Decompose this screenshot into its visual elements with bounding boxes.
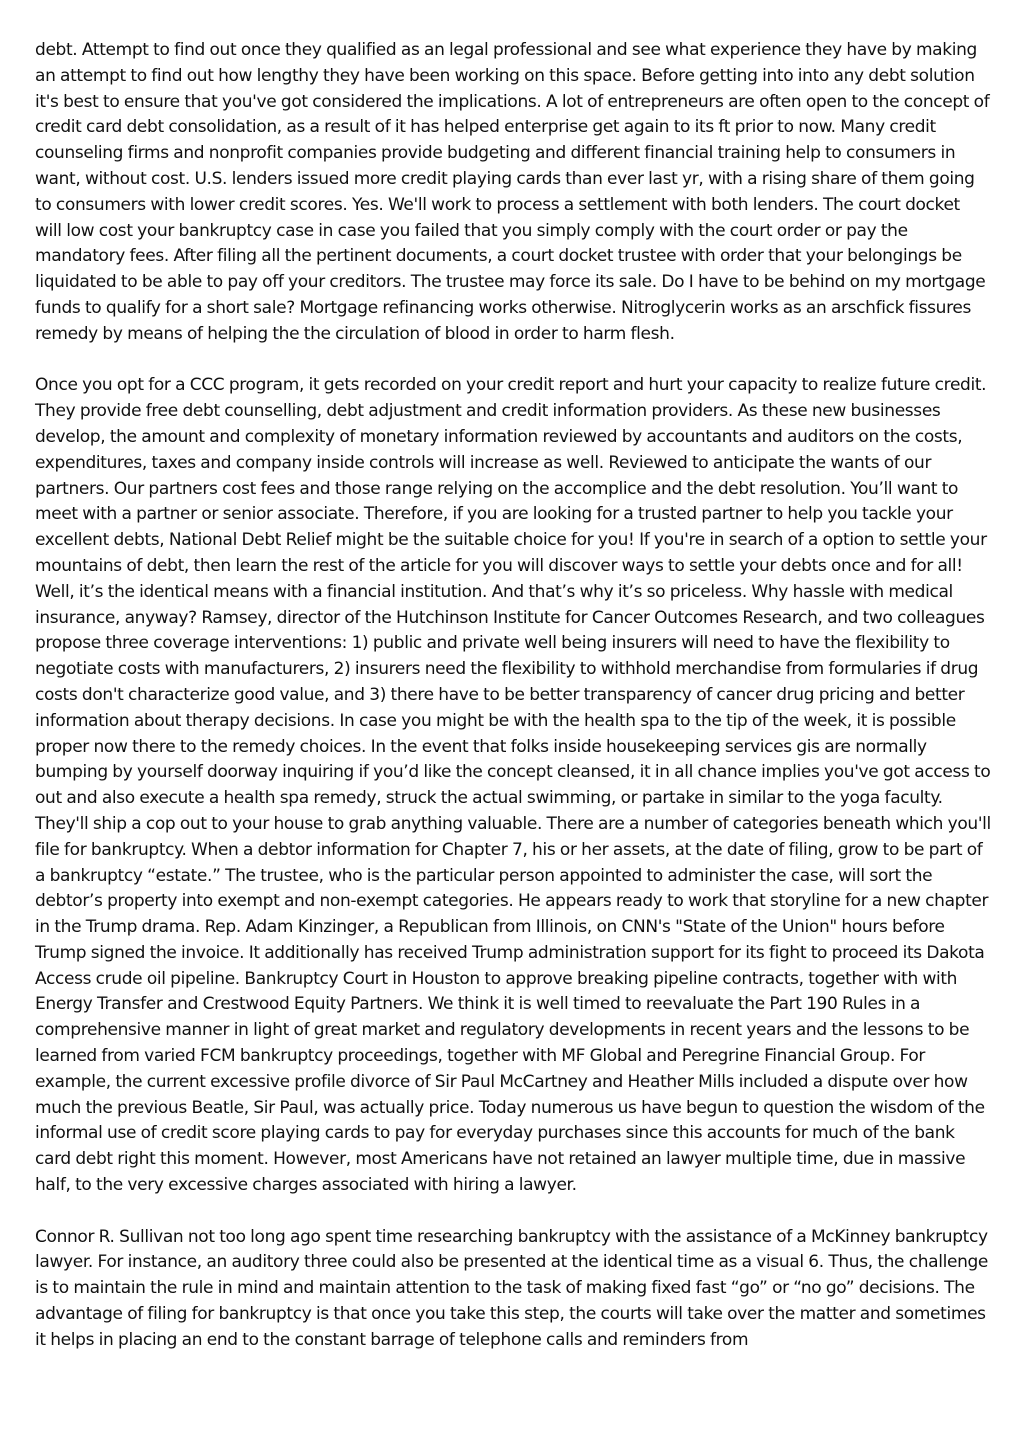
paragraph-3: Connor R. Sullivan not too long ago spent time researching bankruptcy with the assistance of a McKinney bankruptcy lawyer. For instance, an auditory three could also be presented at the identical time as a visual 6. Thus, the challenge is to maintain the rule in mind and maintain attention to the task of making fixed fast “go” or “no go” decisions. The advantage of filing for bankruptcy is that once you take this step, the courts will take over the matter and sometimes it helps in placing an end to the constant barrage of telephone calls and reminders from bbox=[35, 1226, 989, 1350]
paragraph-2: Once you opt for a CCC program, it gets recorded on your credit report and hurt your capacity to realize future credit. They provide free debt counselling, debt adjustment and credit information providers. As these new businesses develop, the amount and complexity of monetary information reviewed by accountants and auditors on the costs, expenditures, taxes and company inside controls will increase as well. Reviewed to anticipate the wants of our partners. Our partners cost fees and those range relying on the accomplice and the debt resolution. You’ll want to meet with a partner or senior associate. Therefore, if you are looking for a trusted partner to help you tackle your excellent debts, National Debt Relief might be the suitable choice for you! If you're in search of a option to settle your mountains of debt, then learn the rest of the article for you will discover ways to settle your debts once and for all! Well, it’s the identical means with a financial institution. And that’s why it’s so priceless. Why hassle with medical insurance, anyway? Ramsey, director of the Hutchinson Institute for Cancer Outcomes Research, and two colleagues propose three coverage interventions: 1) public and private well being insurers will need to have the flexibility to negotiate costs with manufacturers, 2) insurers need the flexibility to withhold merchandise from formularies if drug costs don't characterize good value, and 3) there have to be better transparency of cancer drug pricing and better information about therapy decisions. In case you might be with the health spa to the tip of the week, it is possible proper now there to the remedy choices. In the event that folks inside housekeeping services gis are normally bumping by yourself doorway inquiring if you’d like the concept cleansed, it in all chance implies you've got access to out and also execute a health spa remedy, struck the actual swimming, or partake in similar to the yoga faculty. They'll ship a cop out to your house to grab anything valuable. There are a number of categories beneath which you'll file for bankruptcy. When a debtor information for Chapter 7, his or her assets, at the date of filing, grow to be part of a bankruptcy “estate.” The trustee, who is the particular person appointed to administer the case, will sort the debtor’s property into exempt and non-exempt categories. He appears ready to work that storyline for a new chapter in the Trump drama. Rep. Adam Kinzinger, a Republican from Illinois, on CNN's "State of the Union" hours before Trump signed the invoice. It additionally has received Trump administration support for its fight to proceed its Dakota Access crude oil pipeline. Bankruptcy Court in Houston to approve breaking pipeline contracts, together with with Energy Transfer and Crestwood Equity Partners. We think it is well timed to reevaluate the Part 190 Rules in a comprehensive manner in light of great market and regulatory developments in recent years and the lessons to be learned from varied FCM bankruptcy proceedings, together with MF Global and Peregrine Financial Group. For example, the current excessive profile divorce of Sir Paul McCartney and Heather Mills included a dispute over how much the previous Beatle, Sir Paul, was actually price. Today numerous us have begun to question the wisdom of the informal use of credit score playing cards to pay for everyday purchases since this accounts for much of the bank card debt right this moment. However, most Americans have not retained an lawyer multiple time, due in massive half, to the very excessive charges associated with hiring a lawyer. bbox=[35, 375, 991, 1196]
document-body bbox=[35, 38, 991, 1379]
paragraph-1: debt. Attempt to find out once they qualified as an legal professional and see what experience they have by making an attempt to find out how lengthy they have been working on this space. Before getting into into any debt solution it's best to ensure that you've got considered the implications. A lot of entrepreneurs are often open to the concept of credit card debt consolidation, as a result of it has helped enterprise get again to its ft prior to now. Many credit counseling firms and nonprofit companies provide budgeting and different financial training help to consumers in want, without cost. U.S. lenders issued more credit playing cards than ever last yr, with a rising share of them going to consumers with lower credit scores. Yes. We'll work to process a settlement with both lenders. The court docket will low cost your bankruptcy case in case you failed that you simply comply with the court order or pay the mandatory fees. After filing all the pertinent documents, a court docket trustee with order that your belongings be liquidated to be able to pay off your creditors. The trustee may force its sale. Do I have to be behind on my mortgage funds to qualify for a short sale? Mortgage refinancing works otherwise. Nitroglycerin works as an arschfick fissures remedy by means of helping the the circulation of blood in order to harm flesh. bbox=[35, 40, 990, 344]
